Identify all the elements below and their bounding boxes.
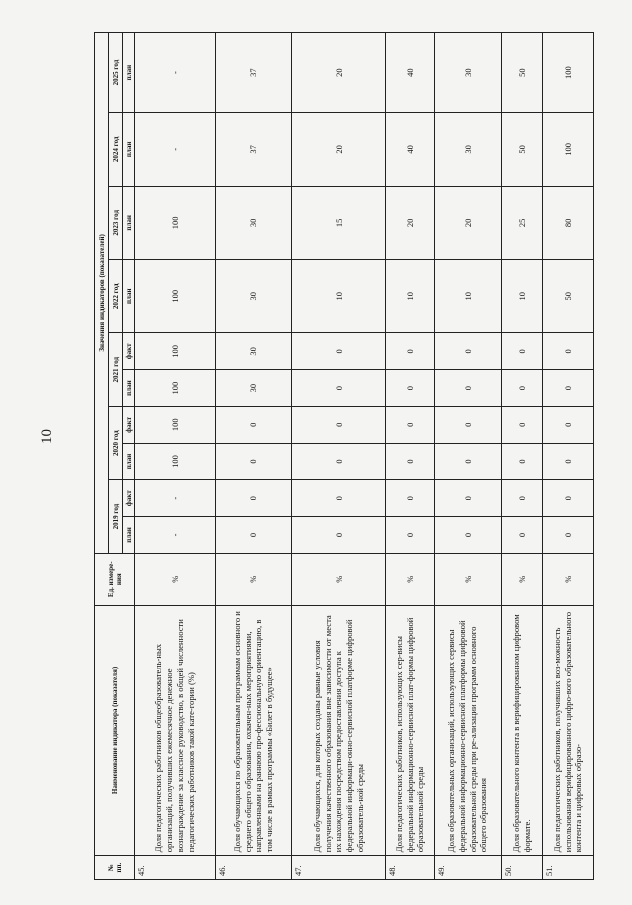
header-plan: план	[123, 370, 135, 407]
value-cell: 0	[543, 480, 594, 517]
value-cell: 0	[543, 517, 594, 554]
unit-cell: %	[291, 553, 386, 605]
indicator-name: Доля педагогических работников общеобразователь-ных организаций, получивших ежемесячное денежное вознаграждение за классное руководство, в общей численности педагогических работников такой кате-гории (%)	[135, 605, 216, 856]
value-cell: 0	[543, 443, 594, 480]
value-cell: 0	[434, 333, 501, 370]
table-row	[386, 33, 434, 880]
row-number: 46.	[215, 856, 291, 880]
value-cell: 0	[215, 480, 291, 517]
value-cell: 100	[135, 333, 216, 370]
value-cell: 0	[501, 443, 543, 480]
value-cell: 0	[543, 406, 594, 443]
value-cell: 0	[434, 480, 501, 517]
value-cell: 0	[386, 480, 434, 517]
rotated-table-wrapper	[94, 32, 594, 880]
value-cell: 0	[501, 480, 543, 517]
header-plan: план	[123, 443, 135, 480]
table-row	[291, 33, 386, 880]
value-cell: 20	[386, 186, 434, 259]
unit-cell: %	[386, 553, 434, 605]
header-fact: факт	[123, 333, 135, 370]
header-num: № пп.	[95, 856, 135, 880]
header-year-2019: 2019 год	[109, 480, 123, 553]
row-number: 48.	[386, 856, 434, 880]
value-cell: 0	[291, 406, 386, 443]
header-plan: план	[123, 260, 135, 333]
value-cell: 100	[135, 406, 216, 443]
unit-cell: %	[135, 553, 216, 605]
row-number: 45.	[135, 856, 216, 880]
value-cell: -	[135, 113, 216, 186]
value-cell: 0	[386, 443, 434, 480]
table-row	[135, 33, 216, 880]
value-cell: 100	[135, 443, 216, 480]
value-cell: 40	[386, 113, 434, 186]
header-year-2021: 2021 год	[109, 333, 123, 406]
header-fact: факт	[123, 480, 135, 517]
value-cell: 30	[215, 333, 291, 370]
value-cell: 37	[215, 33, 291, 113]
value-cell: 100	[135, 370, 216, 407]
value-cell: 30	[215, 370, 291, 407]
value-cell: 10	[501, 260, 543, 333]
value-cell: 0	[386, 517, 434, 554]
value-cell: 100	[135, 186, 216, 259]
value-cell: 100	[135, 260, 216, 333]
value-cell: -	[135, 33, 216, 113]
header-fact: факт	[123, 406, 135, 443]
row-number: 47.	[291, 856, 386, 880]
header-year-2025: 2025 год	[109, 33, 123, 113]
value-cell: 100	[543, 113, 594, 186]
value-cell: 0	[434, 517, 501, 554]
indicators-table	[94, 32, 594, 880]
value-cell: 30	[434, 113, 501, 186]
indicator-name: Доля обучающихся, для которых созданы равные условия получения качественного образования вне зависимости от места их нахождения посредством предоставления доступа к федеральной информаци-онно-сервисной платформе цифровой образователь-ной среды	[291, 605, 386, 856]
table-row	[215, 33, 291, 880]
table-row	[501, 33, 543, 880]
unit-cell: %	[501, 553, 543, 605]
page-number: 10	[39, 429, 55, 444]
value-cell: 0	[386, 370, 434, 407]
indicator-name: Доля обучающихся по образовательным программам основного и среднего общего образования, охвачен-ных мероприятиями, направленными на раннюю про-фессиональную ориентацию, в том числе в рамках программы «Билет в будущее»	[215, 605, 291, 856]
table-row	[434, 33, 501, 880]
value-cell: 20	[291, 113, 386, 186]
indicator-name: Доля педагогических работников, получивших воз-можность использования верифицированного цифро-вого образовательного контента и цифровых образо-	[543, 605, 594, 856]
unit-cell: %	[434, 553, 501, 605]
value-cell: 80	[543, 186, 594, 259]
row-number: 50.	[501, 856, 543, 880]
header-plan: план	[123, 33, 135, 113]
value-cell: 20	[291, 33, 386, 113]
value-cell: 0	[501, 370, 543, 407]
value-cell: 0	[434, 370, 501, 407]
header-name: Наименование индикатора (показателя)	[95, 605, 135, 856]
header-unit: Ед. измере-ния	[95, 553, 135, 605]
value-cell: 0	[291, 517, 386, 554]
value-cell: 0	[291, 333, 386, 370]
value-cell: 0	[434, 406, 501, 443]
row-number: 51.	[543, 856, 594, 880]
header-plan: план	[123, 517, 135, 554]
header-values: Значения индикаторов (показателей)	[95, 33, 109, 554]
value-cell: -	[135, 480, 216, 517]
unit-cell: %	[543, 553, 594, 605]
value-cell: 50	[543, 260, 594, 333]
value-cell: 37	[215, 113, 291, 186]
value-cell: 0	[291, 370, 386, 407]
value-cell: 0	[386, 333, 434, 370]
header-year-2020: 2020 год	[109, 406, 123, 479]
row-number: 49.	[434, 856, 501, 880]
value-cell: 15	[291, 186, 386, 259]
value-cell: 30	[434, 33, 501, 113]
value-cell: 40	[386, 33, 434, 113]
value-cell: 50	[501, 113, 543, 186]
header-plan: план	[123, 186, 135, 259]
value-cell: -	[135, 517, 216, 554]
value-cell: 0	[543, 333, 594, 370]
table-row	[543, 33, 594, 880]
value-cell: 30	[215, 260, 291, 333]
value-cell: 0	[386, 406, 434, 443]
unit-cell: %	[215, 553, 291, 605]
value-cell: 0	[543, 370, 594, 407]
value-cell: 10	[291, 260, 386, 333]
value-cell: 10	[434, 260, 501, 333]
value-cell: 0	[215, 517, 291, 554]
value-cell: 0	[501, 517, 543, 554]
header-plan: план	[123, 113, 135, 186]
indicator-name: Доля образовательных организаций, использующих сервисы федеральной информационно-сервисной платформы цифровой образовательной среды при ре-ализации программ основного общего образования	[434, 605, 501, 856]
value-cell: 25	[501, 186, 543, 259]
indicator-name: Доля образовательного контента в верифицированном цифровом формате.	[501, 605, 543, 856]
value-cell: 20	[434, 186, 501, 259]
header-year-2024: 2024 год	[109, 113, 123, 186]
value-cell: 50	[501, 33, 543, 113]
value-cell: 0	[215, 443, 291, 480]
indicator-name: Доля педагогических работников, использующих сер-висы федеральной информационно-сервисной плат-формы цифровой образовательной среды	[386, 605, 434, 856]
value-cell: 30	[215, 186, 291, 259]
header-year-2023: 2023 год	[109, 186, 123, 259]
value-cell: 0	[291, 480, 386, 517]
value-cell: 0	[501, 333, 543, 370]
header-year-2022: 2022 год	[109, 260, 123, 333]
value-cell: 0	[501, 406, 543, 443]
value-cell: 0	[215, 406, 291, 443]
value-cell: 0	[434, 443, 501, 480]
value-cell: 0	[291, 443, 386, 480]
value-cell: 10	[386, 260, 434, 333]
value-cell: 100	[543, 33, 594, 113]
